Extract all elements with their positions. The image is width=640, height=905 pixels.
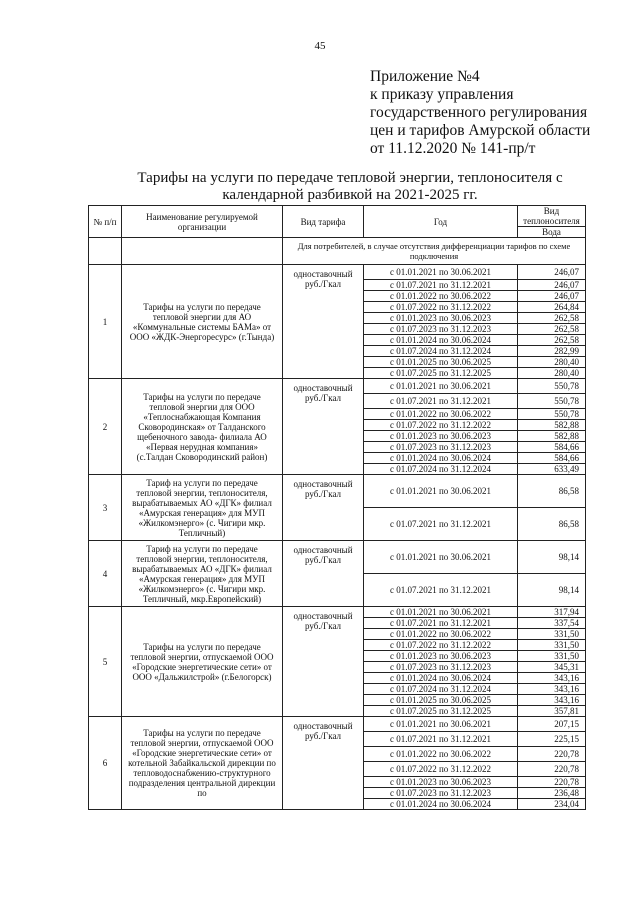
tariff-value-cell: 337,54 — [518, 618, 586, 629]
tariff-value-cell: 236,48 — [518, 788, 586, 799]
tariff-value-cell: 225,15 — [518, 732, 586, 747]
tariff-value-cell: 98,14 — [518, 574, 586, 607]
period-cell: с 01.07.2021 по 31.12.2021 — [364, 280, 518, 291]
tariff-value-cell: 331,50 — [518, 651, 586, 662]
subheader-empty-cell — [122, 238, 283, 265]
table-row — [89, 379, 586, 394]
period-cell: с 01.07.2021 по 31.12.2021 — [364, 732, 518, 747]
tariff-value-cell: 246,07 — [518, 280, 586, 291]
period-cell: с 01.01.2024 по 30.06.2024 — [364, 335, 518, 346]
period-cell: с 01.07.2023 по 31.12.2023 — [364, 324, 518, 335]
table-row — [89, 265, 586, 280]
tariff-value-cell: 220,78 — [518, 747, 586, 762]
subheader-text: Для потребителей, в случае отсутствия дифференциации тарифов по схеме подключения — [283, 238, 586, 265]
tariff-value-cell: 207,15 — [518, 717, 586, 732]
tariff-value-cell: 246,07 — [518, 291, 586, 302]
row-number: 2 — [89, 379, 122, 475]
tariff-type-cell — [283, 379, 364, 475]
tariff-value-cell: 262,58 — [518, 335, 586, 346]
tariff-type-text: одноставочный руб./Гкал — [293, 611, 353, 631]
organization-text: Тарифы на услуги по передаче тепловой энергии, отпускаемой ООО «Городские энергетические сети» от котельной Забайкальской дирекции по тепловодоснабжению-структурного подразделения центральной дирекции по — [128, 728, 276, 798]
organization-cell — [122, 541, 283, 607]
tariff-value-cell: 550,78 — [518, 409, 586, 420]
period-cell: с 01.01.2023 по 30.06.2023 — [364, 313, 518, 324]
row-number: 6 — [89, 717, 122, 810]
period-cell: с 01.01.2022 по 30.06.2022 — [364, 409, 518, 420]
tariff-value-cell: 582,88 — [518, 431, 586, 442]
period-cell: с 01.07.2023 по 31.12.2023 — [364, 662, 518, 673]
tariff-value-cell: 280,40 — [518, 357, 586, 368]
organization-cell — [122, 475, 283, 541]
tariff-value-cell: 317,94 — [518, 607, 586, 618]
appendix-block — [370, 68, 590, 158]
tariff-value-cell: 220,78 — [518, 762, 586, 777]
tariff-type-text: одноставочный руб./Гкал — [293, 479, 353, 499]
tariff-value-cell: 262,58 — [518, 324, 586, 335]
tariff-value-cell: 98,14 — [518, 541, 586, 574]
tariff-value-cell: 86,58 — [518, 475, 586, 508]
period-cell: с 01.01.2024 по 30.06.2024 — [364, 799, 518, 810]
period-cell: с 01.01.2024 по 30.06.2024 — [364, 453, 518, 464]
period-cell: с 01.01.2022 по 30.06.2022 — [364, 291, 518, 302]
tariff-value-cell: 343,16 — [518, 684, 586, 695]
period-cell: с 01.01.2021 по 30.06.2021 — [364, 717, 518, 732]
page-number: 45 — [314, 40, 326, 52]
period-cell: с 01.01.2024 по 30.06.2024 — [364, 673, 518, 684]
period-cell: с 01.01.2023 по 30.06.2023 — [364, 777, 518, 788]
period-cell: с 01.01.2021 по 30.06.2021 — [364, 265, 518, 280]
tariff-value-cell: 246,07 — [518, 265, 586, 280]
tariff-value-cell: 86,58 — [518, 508, 586, 541]
period-cell: с 01.07.2024 по 31.12.2024 — [364, 684, 518, 695]
tariff-value-cell: 264,84 — [518, 302, 586, 313]
tariff-table — [88, 205, 586, 810]
organization-cell — [122, 717, 283, 810]
header-carrier-kind: Вид теплоносителя — [518, 206, 586, 227]
period-cell: с 01.01.2025 по 30.06.2025 — [364, 357, 518, 368]
organization-text: Тарифы на услуги по передаче тепловой энергии, отпускаемой ООО «Городские энергетические сети» от ООО «Дальжилстрой» (г.Белогорск) — [130, 641, 274, 682]
appendix-line: от 11.12.2020 № 141-пр/т — [370, 140, 536, 157]
tariff-type-text: одноставочный руб./Гкал — [293, 269, 353, 289]
period-cell: с 01.01.2021 по 30.06.2021 — [364, 475, 518, 508]
period-cell: с 01.07.2022 по 31.12.2022 — [364, 420, 518, 431]
organization-cell — [122, 607, 283, 717]
table-row — [89, 717, 586, 732]
tariff-type-cell — [283, 717, 364, 810]
row-number: 5 — [89, 607, 122, 717]
header-row — [89, 206, 586, 227]
appendix-line: государственного регулирования — [370, 104, 588, 121]
tariff-type-cell — [283, 607, 364, 717]
period-cell: с 01.07.2023 по 31.12.2023 — [364, 788, 518, 799]
period-cell: с 01.01.2023 по 30.06.2023 — [364, 651, 518, 662]
tariff-value-cell: 633,49 — [518, 464, 586, 475]
tariff-value-cell: 357,81 — [518, 706, 586, 717]
document-title: Тарифы на услуги по передаче тепловой энергии, теплоносителя с календарной разбивкой на 2021-2025 гг. — [137, 170, 563, 203]
subheader-row — [89, 238, 586, 265]
tariff-value-cell: 331,50 — [518, 629, 586, 640]
period-cell: с 01.07.2025 по 31.12.2025 — [364, 368, 518, 379]
period-cell: с 01.01.2023 по 30.06.2023 — [364, 431, 518, 442]
tariff-value-cell: 550,78 — [518, 394, 586, 409]
period-cell: с 01.07.2022 по 31.12.2022 — [364, 302, 518, 313]
row-number: 4 — [89, 541, 122, 607]
period-cell: с 01.07.2022 по 31.12.2022 — [364, 762, 518, 777]
period-cell: с 01.01.2021 по 30.06.2021 — [364, 541, 518, 574]
tariff-type-text: одноставочный руб./Гкал — [293, 383, 353, 403]
tariff-type-cell — [283, 265, 364, 379]
period-cell: с 01.07.2024 по 31.12.2024 — [364, 346, 518, 357]
row-number: 1 — [89, 265, 122, 379]
header-year: Год — [364, 206, 518, 238]
period-cell: с 01.07.2022 по 31.12.2022 — [364, 640, 518, 651]
subheader-empty-cell — [89, 238, 122, 265]
period-cell: с 01.07.2021 по 31.12.2021 — [364, 508, 518, 541]
organization-text: Тариф на услуги по передаче тепловой энергии, теплоносителя, вырабатываемых АО «ДГК» филиал «Амурская генерация» для МУП «Жилкомэнерго» (с. Чигири мкр. Тепличный) — [132, 477, 272, 538]
organization-text: Тарифы на услуги по передаче тепловой энергии для АО «Коммунальные системы БАМа» от ООО «ЖДК-Энергоресурс» (г.Тында) — [129, 301, 275, 342]
period-cell: с 01.07.2024 по 31.12.2024 — [364, 464, 518, 475]
tariff-type-text: одноставочный руб./Гкал — [293, 545, 353, 565]
organization-cell — [122, 379, 283, 475]
organization-cell — [122, 265, 283, 379]
table-row — [89, 475, 586, 508]
header-tariff-type: Вид тарифа — [283, 206, 364, 238]
tariff-value-cell: 220,78 — [518, 777, 586, 788]
period-cell: с 01.07.2021 по 31.12.2021 — [364, 394, 518, 409]
period-cell: с 01.07.2023 по 31.12.2023 — [364, 442, 518, 453]
organization-text: Тарифы на услуги по передаче тепловой энергии для ООО «Теплоснабжающая Компания Сковородинская» от Талданского щебеночного завода- филиала АО «Первая нерудная компания» (с.Талдан Сковородинский район) — [136, 391, 268, 462]
table-row — [89, 541, 586, 574]
period-cell: с 01.01.2022 по 30.06.2022 — [364, 629, 518, 640]
period-cell: с 01.01.2022 по 30.06.2022 — [364, 747, 518, 762]
row-number: 3 — [89, 475, 122, 541]
header-org: Наименование регулируемой организации — [122, 206, 283, 238]
organization-text: Тариф на услуги по передаче тепловой энергии, теплоносителя, вырабатываемых АО «ДГК» филиал «Амурская генерация» для МУП «Жилкомэнерго» (с. Чигири мкр. Тепличный, мкр.Европейский) — [132, 543, 272, 604]
appendix-line: цен и тарифов Амурской области — [370, 122, 591, 139]
header-water: Вода — [518, 227, 586, 238]
tariff-value-cell: 343,16 — [518, 695, 586, 706]
tariff-value-cell: 345,31 — [518, 662, 586, 673]
tariff-value-cell: 282,99 — [518, 346, 586, 357]
period-cell: с 01.01.2021 по 30.06.2021 — [364, 379, 518, 394]
tariff-value-cell: 234,04 — [518, 799, 586, 810]
period-cell: с 01.07.2025 по 31.12.2025 — [364, 706, 518, 717]
tariff-value-cell: 280,40 — [518, 368, 586, 379]
tariff-value-cell: 262,58 — [518, 313, 586, 324]
header-no: № п/п — [89, 206, 122, 238]
appendix-line: к приказу управления — [370, 86, 514, 103]
period-cell: с 01.01.2021 по 30.06.2021 — [364, 607, 518, 618]
tariff-value-cell: 331,50 — [518, 640, 586, 651]
tariff-type-text: одноставочный руб./Гкал — [293, 721, 353, 741]
tariff-value-cell: 343,16 — [518, 673, 586, 684]
tariff-type-cell — [283, 475, 364, 541]
period-cell: с 01.07.2021 по 31.12.2021 — [364, 618, 518, 629]
period-cell: с 01.07.2021 по 31.12.2021 — [364, 574, 518, 607]
tariff-value-cell: 584,66 — [518, 442, 586, 453]
tariff-value-cell: 582,88 — [518, 420, 586, 431]
tariff-type-cell — [283, 541, 364, 607]
tariff-value-cell: 550,78 — [518, 379, 586, 394]
appendix-line: Приложение №4 — [370, 68, 480, 85]
table-row — [89, 607, 586, 618]
tariff-value-cell: 584,66 — [518, 453, 586, 464]
period-cell: с 01.01.2025 по 30.06.2025 — [364, 695, 518, 706]
